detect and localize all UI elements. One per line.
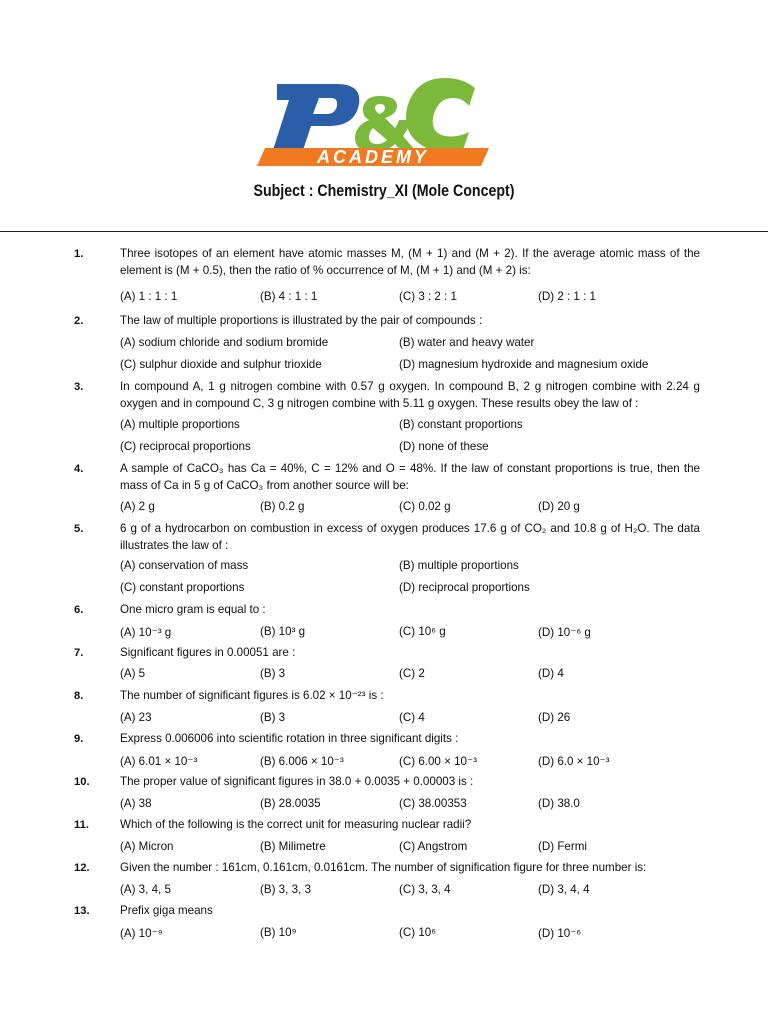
- question-number: 1.: [74, 248, 84, 260]
- option-d: (D) 26: [538, 711, 571, 724]
- option-b: (B) 10³ g: [260, 625, 306, 638]
- option-c: (C) sulphur dioxide and sulphur trioxide: [120, 358, 322, 371]
- option-b: (B) 6.006 × 10⁻³: [260, 755, 344, 768]
- option-d: (D) 10⁻⁶: [538, 927, 582, 940]
- question-text: In compound A, 1 g nitrogen combine with 0.57 g oxygen. In compound B, 2 g nitrogen combine with 2.24 g oxygen and in compound C, 3 g nitrogen combine with 5.11 g oxygen. These results obey the law of :: [120, 380, 700, 410]
- option-a: (A) 3, 4, 5: [120, 883, 171, 896]
- option-a: (A) conservation of mass: [120, 559, 249, 572]
- option-d: (D) 38.0: [538, 797, 580, 810]
- question-number: 11.: [74, 819, 89, 831]
- question-number: 10.: [74, 776, 90, 788]
- option-d: (D) reciprocal proportions: [399, 581, 530, 594]
- option-c: (C) Angstrom: [399, 840, 468, 853]
- option-b: (B) 3, 3, 3: [260, 883, 311, 896]
- option-b: (B) water and heavy water: [399, 336, 535, 349]
- option-c: (C) 2: [399, 667, 425, 680]
- header-divider: [0, 231, 768, 232]
- option-b: (B) Milimetre: [260, 840, 326, 853]
- option-c: (C) 10⁶: [399, 926, 436, 939]
- question-number: 3.: [74, 381, 84, 393]
- option-b: (B) constant proportions: [399, 418, 523, 431]
- question-number: 6.: [74, 604, 84, 616]
- option-c: (C) 4: [399, 711, 425, 724]
- option-b: (B) 3: [260, 711, 286, 724]
- question-text: Given the number : 161cm, 0.161cm, 0.0161cm. The number of signification figure for three number is:: [120, 861, 647, 874]
- logo-letter-p: [273, 84, 359, 150]
- option-a: (A) 38: [120, 797, 152, 810]
- question-number: 8.: [74, 690, 84, 702]
- page-title: Subject : Chemistry_XI (Mole Concept): [253, 182, 515, 200]
- pc-academy-logo: [237, 66, 523, 166]
- option-a: (A) Micron: [120, 840, 174, 853]
- option-d: (D) 3, 4, 4: [538, 883, 590, 896]
- question-text: The number of significant figures is 6.02 × 10⁻²³ is :: [120, 689, 384, 702]
- question-text: Three isotopes of an element have atomic masses M, (M + 1) and (M + 2). If the average atomic mass of the element is (M + 0.5), then the ratio of % occurrence of M, (M + 1) and (M + 2) is:: [120, 247, 700, 277]
- question-number: 9.: [74, 733, 84, 745]
- question-number: 13.: [74, 905, 90, 917]
- question-number: 7.: [74, 647, 84, 659]
- question-number: 5.: [74, 523, 84, 535]
- option-a: (A) 10⁻⁹: [120, 927, 163, 940]
- option-d: (D) 10⁻⁶ g: [538, 626, 591, 639]
- option-c: (C) 6.00 × 10⁻³: [399, 755, 477, 768]
- option-d: (D) 2 : 1 : 1: [538, 290, 596, 303]
- option-a: (A) sodium chloride and sodium bromide: [120, 336, 329, 349]
- question-number: 4.: [74, 463, 84, 475]
- question-number: 12.: [74, 862, 90, 874]
- option-c: (C) 3 : 2 : 1: [399, 290, 457, 303]
- question-text: Express 0.006006 into scientific rotation in three significant digits :: [120, 732, 459, 745]
- question-text: Which of the following is the correct unit for measuring nuclear radii?: [120, 818, 472, 831]
- option-b: (B) 4 : 1 : 1: [260, 290, 318, 303]
- option-a: (A) 1 : 1 : 1: [120, 290, 178, 303]
- option-d: (D) magnesium hydroxide and magnesium oxide: [399, 358, 649, 371]
- option-c: (C) 0.02 g: [399, 500, 451, 513]
- logo-ampersand: [355, 96, 415, 152]
- option-a: (A) 23: [120, 711, 152, 724]
- question-text: Prefix giga means: [120, 904, 213, 917]
- option-c: (C) 10⁶ g: [399, 625, 446, 638]
- option-b: (B) 3: [260, 667, 286, 680]
- option-a: (A) 5: [120, 667, 146, 680]
- question-text: The proper value of significant figures in 38.0 + 0.0035 + 0.00003 is :: [120, 775, 474, 788]
- logo-letter-c: [406, 78, 475, 152]
- option-a: (A) multiple proportions: [120, 418, 240, 431]
- option-d: (D) 6.0 × 10⁻³: [538, 755, 610, 768]
- option-b: (B) multiple proportions: [399, 559, 519, 572]
- option-c: (C) 38.00353: [399, 797, 467, 810]
- question-text: A sample of CaCO₃ has Ca = 40%, C = 12% and O = 48%. If the law of constant proportions is true, then the mass of Ca in 5 g of CaCO₃ from another source will be:: [120, 462, 700, 492]
- option-b: (B) 0.2 g: [260, 500, 305, 513]
- option-d: (D) 4: [538, 667, 564, 680]
- option-a: (A) 6.01 × 10⁻³: [120, 755, 198, 768]
- question-text: One micro gram is equal to :: [120, 603, 266, 616]
- option-c: (C) 3, 3, 4: [399, 883, 451, 896]
- option-a: (A) 2 g: [120, 500, 155, 513]
- option-c: (C) constant proportions: [120, 581, 245, 594]
- option-d: (D) Fermi: [538, 840, 587, 853]
- option-b: (B) 10⁹: [260, 926, 297, 939]
- option-b: (B) 28.0035: [260, 797, 321, 810]
- question-text: Significant figures in 0.00051 are :: [120, 646, 296, 659]
- question-text: The law of multiple proportions is illustrated by the pair of compounds :: [120, 314, 483, 327]
- option-c: (C) reciprocal proportions: [120, 440, 251, 453]
- option-d: (D) 20 g: [538, 500, 580, 513]
- question-text: 6 g of a hydrocarbon on combustion in excess of oxygen produces 17.6 g of CO₂ and 10.8 g of H₂O. The data illustrates the law of :: [120, 522, 700, 552]
- logo-tagline: ACADEMY: [316, 147, 430, 166]
- option-a: (A) 10⁻³ g: [120, 626, 172, 639]
- option-d: (D) none of these: [399, 440, 489, 453]
- question-number: 2.: [74, 315, 84, 327]
